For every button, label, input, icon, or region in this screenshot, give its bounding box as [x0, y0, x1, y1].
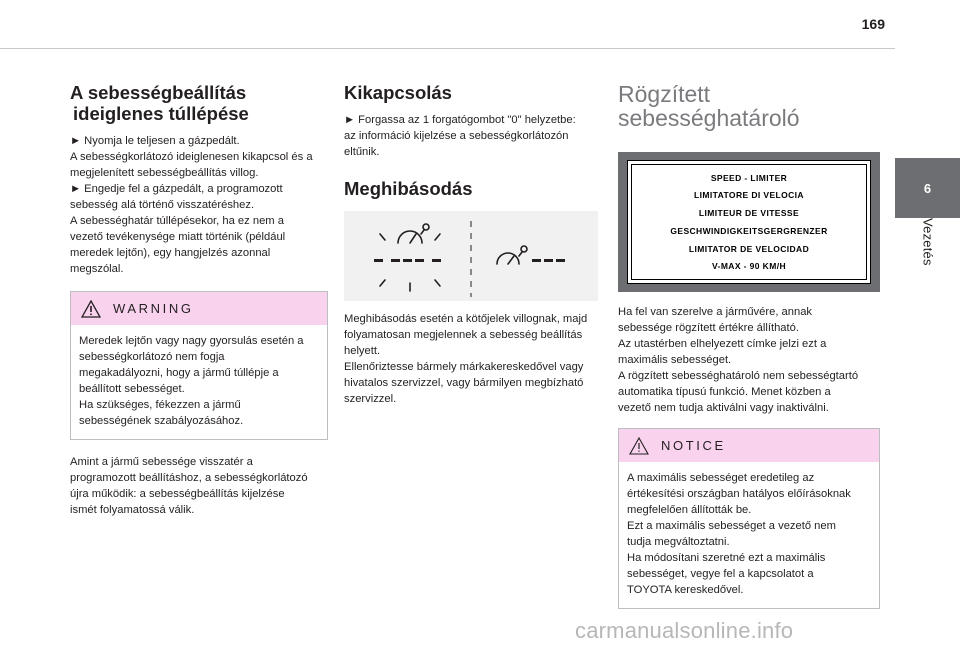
page-number: 169: [861, 16, 885, 32]
text-line: az információ kijelzése a sebességkorlátozón: [344, 130, 569, 142]
text-line: ► Forgassa az 1 forgatógombot "0" helyzetbe:: [344, 114, 576, 126]
override-instructions: [70, 133, 328, 277]
warning-box: [70, 291, 328, 440]
text-line: megjelenített sebességbeállítás villog.: [70, 167, 259, 179]
malfunction-display-diagram: [344, 211, 598, 301]
chapter-label-text: Vezetés: [920, 218, 936, 266]
text-line: helyett.: [344, 345, 381, 357]
label-line: LIMITATORE DI VELOCIA: [694, 190, 804, 201]
text-line: Az utastérben elhelyezett címke jelzi ezt a: [618, 338, 827, 350]
label-line: LIMITATOR DE VELOCIDAD: [688, 243, 810, 254]
text-line: újra működik: a sebességbeállítás kijelzése: [70, 488, 285, 500]
warning-title: WARNING: [113, 301, 194, 316]
heading-line-2: ideiglenes túllépése: [73, 103, 249, 124]
text-line: automatika típusú funkció. Menet közben a: [618, 386, 831, 398]
label-line: LIMITEUR DE VITESSE: [698, 208, 800, 219]
notice-header: [619, 429, 879, 462]
header-rule: [0, 48, 895, 49]
speed-limiter-display-icon: [344, 211, 598, 301]
text-line: Amint a jármű sebessége visszatér a: [70, 456, 253, 468]
text-line: sebességet, vegye fel a kapcsolatot a: [627, 568, 814, 580]
resume-paragraph: [70, 454, 328, 518]
text-line: A rögzített sebességhatároló nem sebességtartó: [618, 370, 859, 382]
text-line: ► Nyomja le teljesen a gázpedált.: [70, 135, 240, 147]
label-frame: [627, 160, 871, 284]
watermark: carmanualsonline.info: [575, 618, 794, 643]
text-line: sebesség alá történő visszatéréshez.: [70, 199, 255, 211]
section-heading-switch-off: Kikapcsolás: [344, 82, 452, 103]
text-line: megfelelően állították be.: [627, 504, 752, 516]
fixed-limiter-text: [618, 304, 880, 416]
text-line: folyamatosan megjelennek a sebesség beállítás: [344, 329, 583, 341]
text-line: Ellenőriztesse bármely márkakereskedővel vagy: [344, 361, 584, 373]
text-line: sebességkorlátozó nem fogja: [79, 351, 225, 363]
text-line: TOYOTA kereskedővel.: [627, 584, 744, 596]
label-line: GESCHWINDIGKEITSGERGRENZER: [670, 225, 828, 236]
text-line: vezető nem tudja aktiválni vagy inaktiválni.: [618, 402, 829, 414]
warning-body: [71, 325, 327, 439]
text-line: Ha módosítani szeretné ezt a maximális: [627, 552, 826, 564]
text-line: Ha szükséges, fékezzen a jármű: [79, 399, 241, 411]
chapter-number: 6: [923, 180, 932, 196]
text-line: A sebességkorlátozó ideiglenesen kikapcsol és a: [70, 151, 313, 163]
text-line: programozott beállításhoz, a sebességkorlátozó: [70, 472, 308, 484]
text-line: megszólal.: [70, 263, 124, 275]
notice-box: [618, 428, 880, 609]
label-line: SPEED - LIMITER: [710, 172, 788, 183]
chapter-label: [918, 218, 938, 298]
label-line: V-MAX - 90 KM/H: [711, 261, 786, 272]
column-2: [344, 82, 602, 407]
text-line: Ha fel van szerelve a járművére, annak: [618, 306, 813, 318]
text-line: szervizzel.: [344, 393, 397, 405]
section-heading-fixed-limiter: [618, 82, 880, 130]
text-line: vezető tevékenysége miatt történik (például: [70, 231, 286, 243]
text-line: A sebességhatár túllépésekor, ha ez nem a: [70, 215, 284, 227]
label-content: [631, 164, 867, 280]
section-heading-temporary-override: [70, 82, 328, 124]
section-heading-malfunction: Meghibásodás: [344, 178, 473, 199]
text-line: megakadályozni, hogy a jármű túllépje a: [79, 367, 279, 379]
malfunction-text: [344, 311, 602, 407]
column-1: [70, 82, 328, 518]
chapter-tab[interactable]: [895, 158, 960, 218]
text-line: ismét folyamatossá válik.: [70, 504, 195, 516]
text-line: sebességének szabályozásához.: [79, 415, 244, 427]
text-line: meredek lejtőn), egy hangjelzés azonnal: [70, 247, 271, 259]
text-line: tudja megváltoztatni.: [627, 536, 730, 548]
text-line: Meredek lejtőn vagy nagy gyorsulás esetén a: [79, 335, 304, 347]
heading-line-1: A sebességbeállítás: [70, 82, 247, 103]
heading-line-2: sebességhatároló: [618, 105, 800, 131]
text-line: értékesítési országban hatályos előírásoknak: [627, 488, 851, 500]
text-line: Ezt a maximális sebességet a vezető nem: [627, 520, 836, 532]
text-line: ► Engedje fel a gázpedált, a programozott: [70, 183, 283, 195]
switch-off-instructions: [344, 112, 602, 160]
text-line: A maximális sebességet eredetileg az: [627, 472, 815, 484]
text-line: hivatalos szervizzel, vagy bármilyen megbízható: [344, 377, 584, 389]
text-line: maximális sebességet.: [618, 354, 732, 366]
heading-line-1: Rögzített: [618, 81, 711, 107]
warning-header: [71, 292, 327, 325]
text-line: Meghibásodás esetén a kötőjelek villognak, majd: [344, 313, 588, 325]
notice-triangle-icon: [629, 437, 649, 455]
column-3: [618, 82, 880, 609]
notice-body: [619, 462, 879, 608]
notice-title: NOTICE: [661, 438, 726, 453]
warning-triangle-icon: [81, 300, 101, 318]
text-line: eltűnik.: [344, 146, 380, 158]
speed-limiter-label-image: [618, 152, 880, 292]
text-line: sebessége rögzített értékre állítható.: [618, 322, 799, 334]
text-line: beállított sebességet.: [79, 383, 185, 395]
